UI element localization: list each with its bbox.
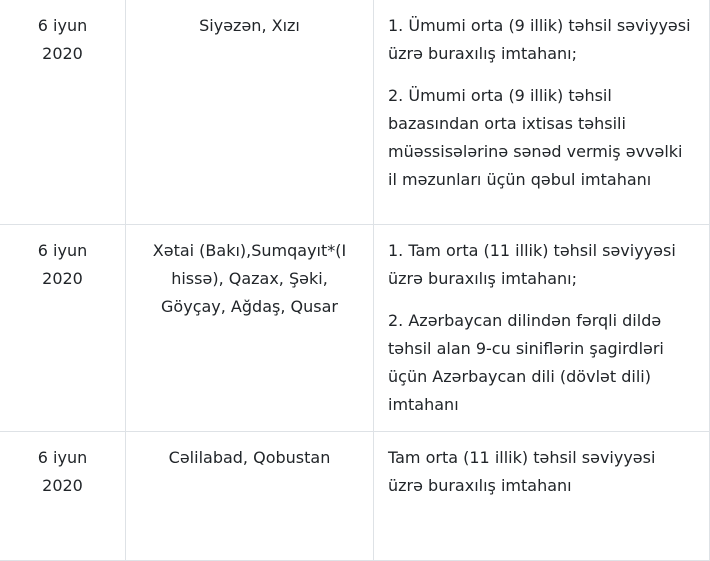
date-year: 2020 — [42, 476, 83, 495]
exams-cell — [374, 225, 710, 432]
exams-cell — [374, 432, 710, 561]
exam-item: 2. Ümumi orta (9 illik) təhsil bazasından orta ixtisas təhsili müəssisələrinə sənəd vermiş əvvəlki il məzunları üçün qəbul imtahanı — [388, 86, 683, 189]
exam-item: 1. Tam orta (11 illik) təhsil səviyyəsi üzrə buraxılış imtahanı; — [388, 241, 676, 288]
regions-cell: Cəlilabad, Qobustan — [126, 432, 374, 561]
date-cell — [0, 225, 126, 432]
date-day: 6 iyun — [37, 241, 88, 260]
exam-item: 1. Ümumi orta (9 illik) təhsil səviyyəsi üzrə buraxılış imtahanı; — [388, 16, 691, 63]
exams-cell — [374, 0, 710, 225]
date-cell — [0, 0, 126, 225]
date-year: 2020 — [42, 269, 83, 288]
regions-cell: Siyəzən, Xızı — [126, 0, 374, 225]
date-day: 6 iyun — [37, 448, 88, 467]
exam-item: 2. Azərbaycan dilindən fərqli dildə təhsil alan 9-cu siniflərin şagirdləri üçün Azərbaycan dili (dövlət dili) imtahanı — [388, 311, 664, 414]
date-year: 2020 — [42, 44, 83, 63]
exam-item: Tam orta (11 illik) təhsil səviyyəsi üzrə buraxılış imtahanı — [388, 448, 656, 495]
date-cell — [0, 432, 126, 561]
table-row — [0, 432, 710, 561]
table-row — [0, 225, 710, 432]
regions-cell: Xətai (Bakı),Sumqayıt*(I hissə), Qazax, Şəki, Göyçay, Ağdaş, Qusar — [126, 225, 374, 432]
date-day: 6 iyun — [37, 16, 88, 35]
table-row — [0, 0, 710, 225]
